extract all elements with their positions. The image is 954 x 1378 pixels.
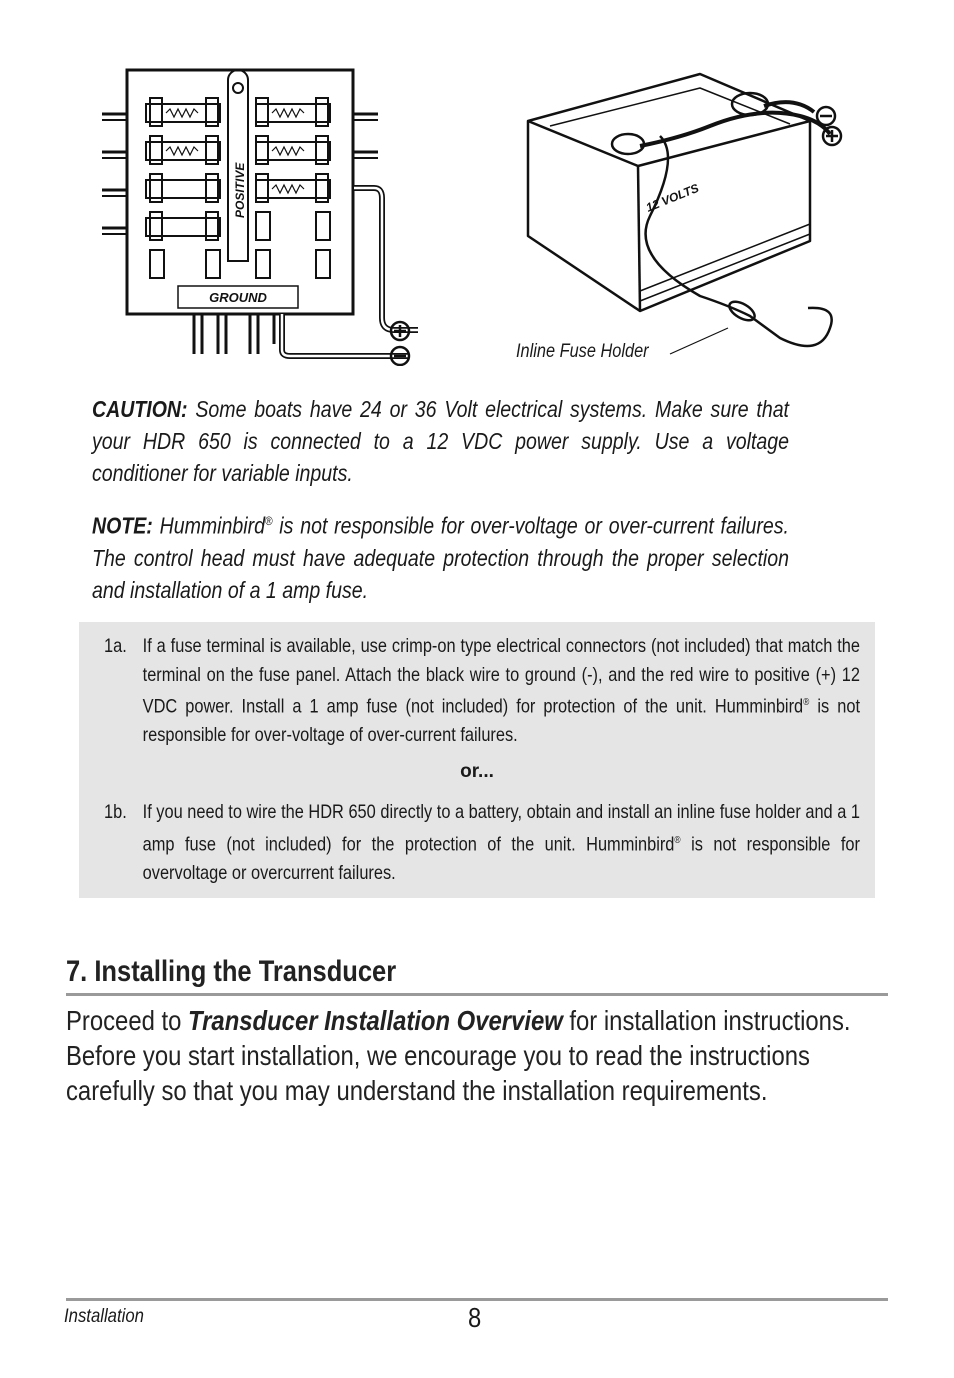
transducer-overview-link[interactable]: Transducer Installation Overview	[188, 1005, 563, 1036]
heading-rule	[66, 993, 888, 996]
body-before: Proceed to	[66, 1005, 189, 1036]
step-1a	[104, 632, 860, 750]
volts-label: 12 VOLTS	[643, 180, 701, 215]
footer-rule	[66, 1298, 888, 1301]
battery-diagram	[510, 66, 860, 366]
note-brand: Humminbird	[152, 512, 266, 539]
step-text-end: is not responsible for over-voltage of over-current failures.	[142, 695, 860, 746]
footer-section-label: Installation	[64, 1306, 144, 1327]
step-text-end: is not responsible for overvoltage or overcurrent failures.	[142, 833, 860, 884]
positive-label: POSITIVE	[233, 162, 247, 218]
caution-lead: CAUTION:	[92, 396, 188, 422]
note-lead: NOTE:	[92, 512, 153, 539]
section-heading: 7. Installing the Transducer	[66, 955, 397, 988]
fuse-panel-diagram	[98, 66, 428, 366]
body-after: for installation instructions. Before you start installation, we encourage you to read the instructions carefully so that you may understand the installation requirements.	[66, 1005, 851, 1106]
or-separator: or...	[460, 761, 494, 782]
caution-text: Some boats have 24 or 36 Volt electrical systems. Make sure that your HDR 650 is connected to a 12 VDC power supply. Use a voltage conditioner for variable inputs.	[92, 396, 789, 486]
step-1b	[104, 798, 860, 887]
note-paragraph	[92, 505, 789, 606]
step-text: If a fuse terminal is available, use crimp-on type electrical connectors (not included) that match the terminal on the fuse panel. Attach the black wire to ground (-), and the red wire to positive (+) 12 VDC power. Install a 1 amp fuse (not included) for protection of the unit. Humminbird	[142, 635, 860, 718]
page-number: 8	[468, 1302, 482, 1333]
caution-paragraph	[92, 393, 789, 489]
section-body	[66, 1003, 888, 1108]
note-text: is not responsible for over-voltage or over-current failures. The control head must have adequate protection through the proper selection and installation of a 1 amp fuse.	[92, 512, 789, 603]
step-number: 1a.	[104, 635, 127, 657]
inline-fuse-holder-label: Inline Fuse Holder	[516, 341, 649, 362]
registered-mark: ®	[674, 834, 681, 846]
step-number: 1b.	[104, 801, 127, 823]
ground-label: GROUND	[209, 290, 267, 305]
note-registered-mark: ®	[265, 514, 273, 528]
registered-mark: ®	[803, 697, 810, 708]
step-text: If you need to wire the HDR 650 directly to a battery, obtain and install an inline fuse holder and a 1 amp fuse (not included) for the protection of the unit. Humminbird	[142, 801, 860, 855]
